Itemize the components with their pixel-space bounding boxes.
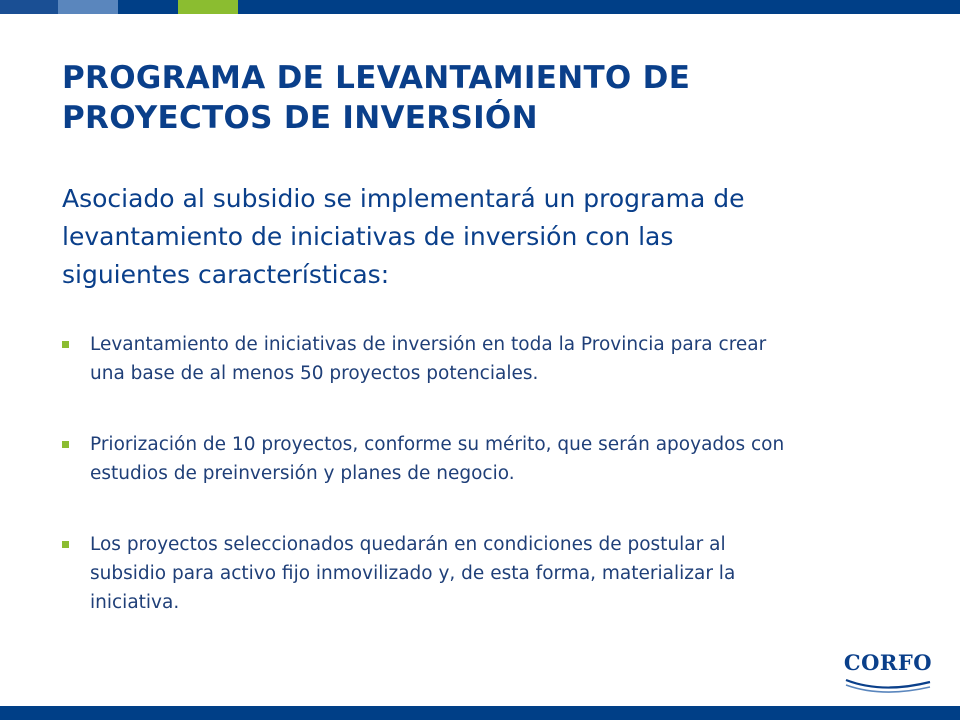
bullet-square-icon [62, 341, 69, 348]
bullet-text-line: Los proyectos seleccionados quedarán en condiciones de postular al [90, 534, 726, 555]
bullet-text-line: iniciativa. [90, 592, 180, 613]
top-bar-segment-dark [0, 0, 58, 14]
slide-title-line-2: PROYECTOS DE INVERSIÓN [62, 100, 538, 136]
top-bar-segment-green [178, 0, 238, 14]
top-bar-segment-blue [118, 0, 178, 14]
bullet-item [62, 530, 920, 617]
bullet-square-icon [62, 441, 69, 448]
bullet-text-line: estudios de preinversión y planes de negocio. [90, 463, 515, 484]
bottom-accent-bar [0, 706, 960, 720]
corfo-logo-text: CORFO [843, 650, 933, 675]
top-accent-bar [0, 0, 960, 14]
slide-title [62, 58, 902, 138]
top-bar-segment-light-blue [58, 0, 118, 14]
bullet-square-icon [62, 541, 69, 548]
bullet-text-line: una base de al menos 50 proyectos potenciales. [90, 363, 539, 384]
logo-wave-icon [842, 674, 934, 696]
intro-line-3: siguientes características: [62, 260, 390, 289]
bullet-text-line: subsidio para activo fijo inmovilizado y, de esta forma, materializar la [90, 563, 736, 584]
intro-paragraph [62, 180, 882, 294]
slide-title-line-1: PROGRAMA DE LEVANTAMIENTO DE [62, 60, 691, 96]
bullet-text-line: Priorización de 10 proyectos, conforme su mérito, que serán apoyados con [90, 434, 785, 455]
intro-line-2: levantamiento de iniciativas de inversión con las [62, 222, 674, 251]
corfo-logo [842, 650, 934, 698]
intro-line-1: Asociado al subsidio se implementará un programa de [62, 184, 745, 213]
bullet-item [62, 430, 920, 488]
bullet-text-line: Levantamiento de iniciativas de inversión en toda la Provincia para crear [90, 334, 767, 355]
bullet-item [62, 330, 920, 388]
